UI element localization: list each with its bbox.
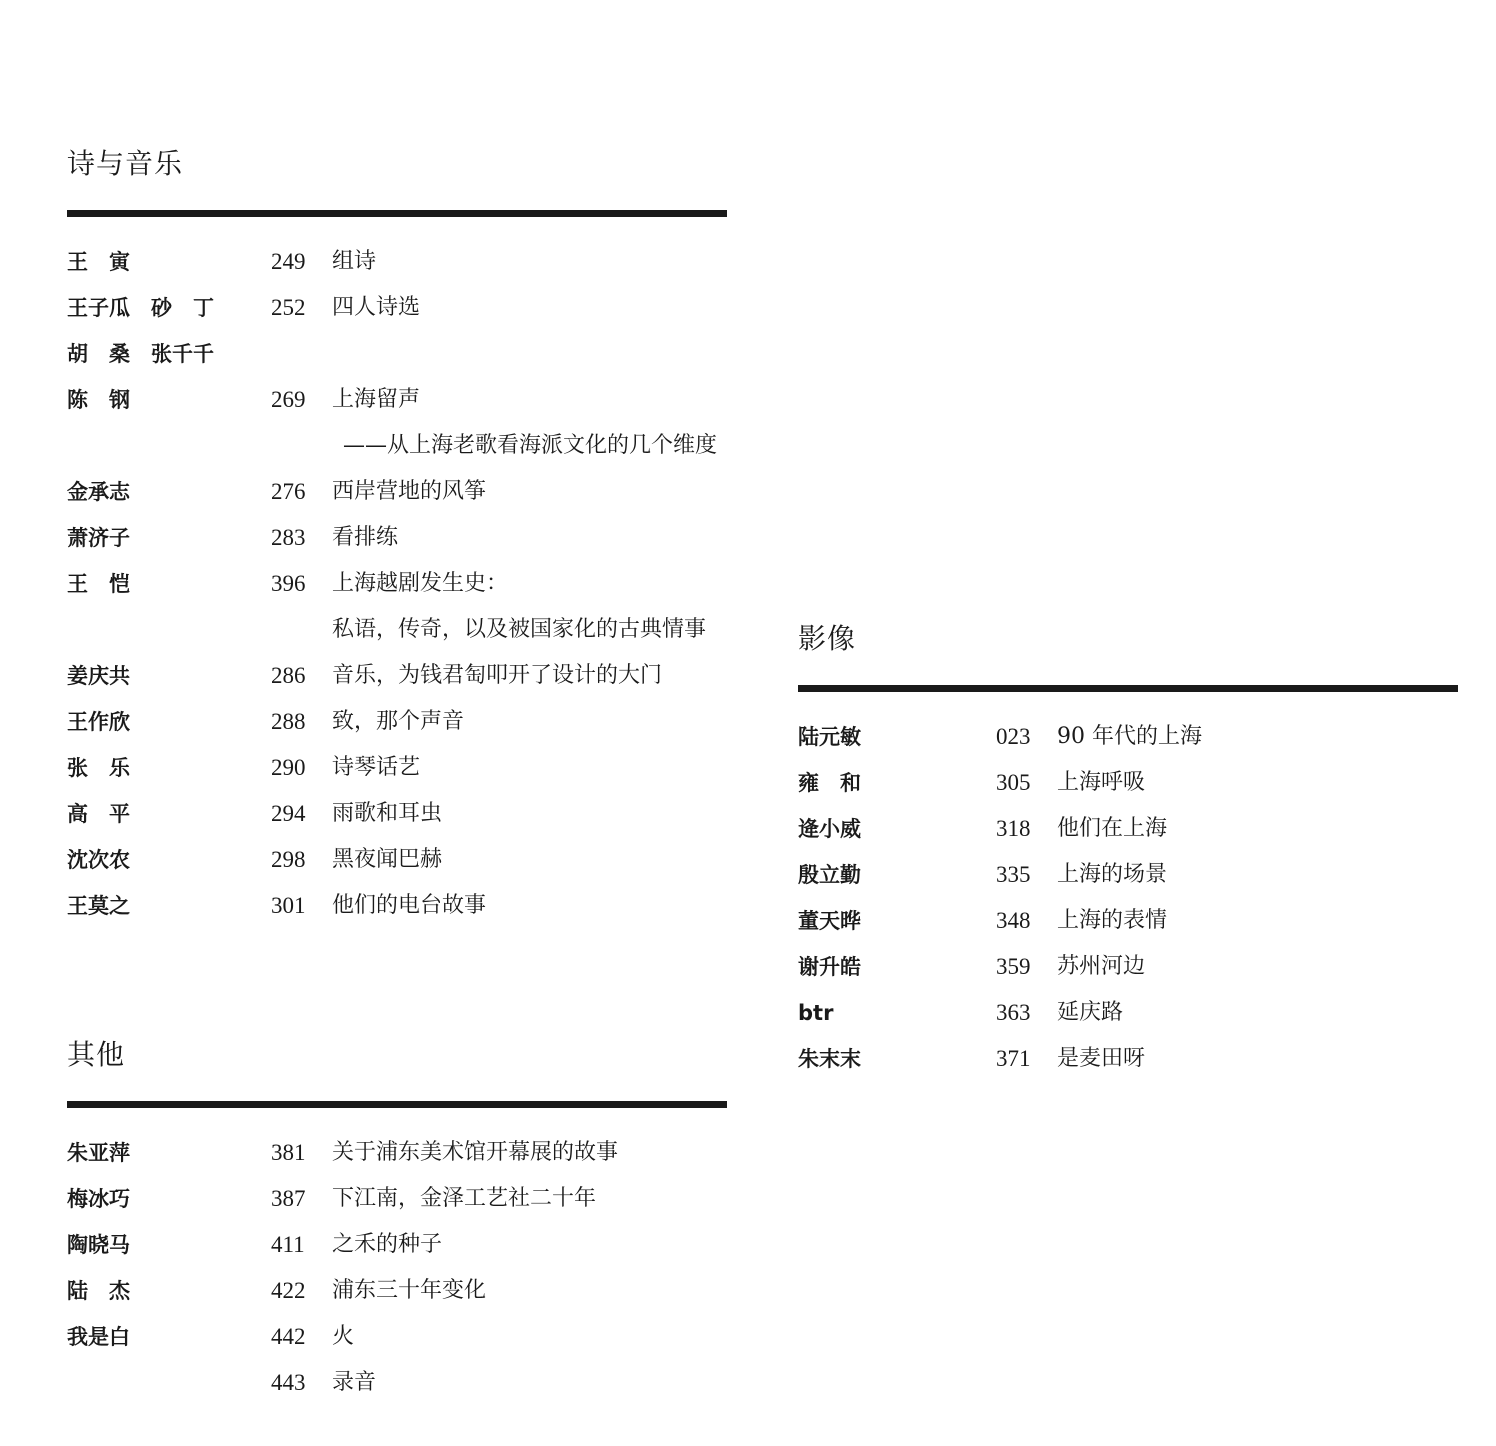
section-divider [798,685,1458,692]
entry-author: 逄小威 [798,817,861,841]
section-imagery [798,622,1458,1082]
entry-title: 是麦田呀 [1057,1046,1146,1071]
entry-page-number: 298 [271,847,306,872]
entry-author: 谢升皓 [798,955,861,979]
entry-page-number: 387 [271,1186,306,1211]
entry-page-number: 294 [271,801,306,826]
toc-entry [67,377,727,423]
entry-title: 致，那个声音 [332,709,465,734]
entry-author: 王 恺 [67,572,130,596]
entry-title: 延庆路 [1057,1000,1124,1025]
section-heading: 影像 [798,622,857,655]
entry-page-number: 301 [271,893,306,918]
entry-page-number: 023 [996,724,1031,749]
entry-title: 组诗 [332,249,377,274]
toc-entry [798,806,1458,852]
entry-author: 我是白 [67,1325,130,1349]
toc-entry [67,239,727,285]
entry-author: 梅冰巧 [67,1187,130,1211]
toc-entry [67,331,727,377]
toc-entry [67,561,727,607]
toc-entry [798,852,1458,898]
entry-page-number: 442 [271,1324,306,1349]
entry-page-number: 269 [271,387,306,412]
entry-page-number: 286 [271,663,306,688]
entry-title: 四人诗选 [332,295,421,320]
entry-title: 录音 [332,1370,377,1395]
entry-title: 90 年代的上海 [1057,724,1202,749]
entry-author: 高 平 [67,802,130,826]
toc-entry [67,699,727,745]
toc-entry [798,714,1458,760]
entry-page-number: 411 [271,1232,305,1257]
entry-author: 萧济子 [67,526,130,550]
toc-entry [798,898,1458,944]
entry-page-number: 335 [996,862,1031,887]
toc-entry [67,1176,727,1222]
entry-page-number: 252 [271,295,306,320]
entry-author: 金承志 [67,480,130,504]
entry-title: 他们的电台故事 [332,893,487,918]
section-other [67,1038,727,1406]
entry-author: 沈次农 [67,848,130,872]
entry-author: 陆元敏 [798,725,861,749]
entry-page-number: 305 [996,770,1031,795]
section-poetry-music [67,147,727,929]
entry-title: 上海留声 [332,387,421,412]
entry-title: 上海越剧发生史： [332,571,509,596]
entry-page-number: 288 [271,709,306,734]
entry-title: 诗琴话艺 [332,755,421,780]
toc-entry [67,1130,727,1176]
toc-entry [798,944,1458,990]
toc-entry [67,791,727,837]
toc-entry [67,515,727,561]
toc-entry [798,990,1458,1036]
entry-title: 看排练 [332,525,399,550]
entry-author: 朱末末 [798,1047,861,1071]
entry-page-number: 290 [271,755,306,780]
entry-title: 苏州河边 [1057,954,1146,979]
entry-author: 雍 和 [798,771,861,795]
entry-page-number: 348 [996,908,1031,933]
toc-entry [67,1268,727,1314]
entry-author: 王 寅 [67,250,130,274]
entry-title: 私语，传奇，以及被国家化的古典情事 [332,617,707,642]
toc-entry [67,285,727,331]
toc-entry [798,760,1458,806]
toc-entry [67,423,727,469]
entry-author: 张 乐 [67,756,130,780]
toc-entry-list [67,239,727,929]
toc-entry [67,653,727,699]
entry-page-number: 396 [271,571,306,596]
section-divider [67,210,727,217]
entry-page-number: 422 [271,1278,306,1303]
entry-title: 上海的表情 [1057,908,1168,933]
toc-entry [67,883,727,929]
entry-page-number: 318 [996,816,1031,841]
section-heading: 其他 [67,1038,126,1071]
toc-entry [67,469,727,515]
toc-entry [67,1314,727,1360]
entry-author: btr [798,1001,834,1025]
section-heading: 诗与音乐 [67,147,184,180]
toc-entry-list [798,714,1458,1082]
entry-author: 陶晓马 [67,1233,130,1257]
entry-author: 董天晔 [798,909,861,933]
entry-author: 王作欣 [67,710,130,734]
entry-author: 胡 桑 张千千 [67,342,214,366]
toc-entry [798,1036,1458,1082]
entry-title: 上海呼吸 [1057,770,1146,795]
toc-entry [67,607,727,653]
section-divider [67,1101,727,1108]
entry-title: 雨歌和耳虫 [332,801,443,826]
entry-author: 王莫之 [67,894,130,918]
entry-title: 关于浦东美术馆开幕展的故事 [332,1140,619,1165]
toc-entry-list [67,1130,727,1406]
entry-page-number: 381 [271,1140,306,1165]
entry-author: 姜庆共 [67,664,130,688]
entry-title: 黑夜闻巴赫 [332,847,443,872]
entry-page-number: 276 [271,479,306,504]
toc-entry [67,1360,727,1406]
entry-title: 火 [332,1324,355,1349]
entry-page-number: 283 [271,525,306,550]
entry-page-number: 359 [996,954,1031,979]
entry-title: 浦东三十年变化 [332,1278,487,1303]
toc-entry [67,745,727,791]
entry-author: 殷立勤 [798,863,861,887]
entry-author: 陆 杰 [67,1279,130,1303]
entry-author: 朱亚萍 [67,1141,130,1165]
entry-title: 他们在上海 [1057,816,1168,841]
entry-title: 西岸营地的风筝 [332,479,487,504]
entry-title: 音乐，为钱君匋叩开了设计的大门 [332,663,663,688]
entry-page-number: 249 [271,249,306,274]
entry-page-number: 363 [996,1000,1031,1025]
entry-title: 下江南，金泽工艺社二十年 [332,1186,597,1211]
toc-entry [67,837,727,883]
entry-author: 陈 钢 [67,388,130,412]
entry-page-number: 443 [271,1370,306,1395]
entry-title: 之禾的种子 [332,1232,443,1257]
entry-page-number: 371 [996,1046,1031,1071]
entry-title: 上海的场景 [1057,862,1168,887]
entry-author: 王子瓜 砂 丁 [67,296,214,320]
toc-entry [67,1222,727,1268]
entry-title: ——从上海老歌看海派文化的几个维度 [343,433,718,458]
